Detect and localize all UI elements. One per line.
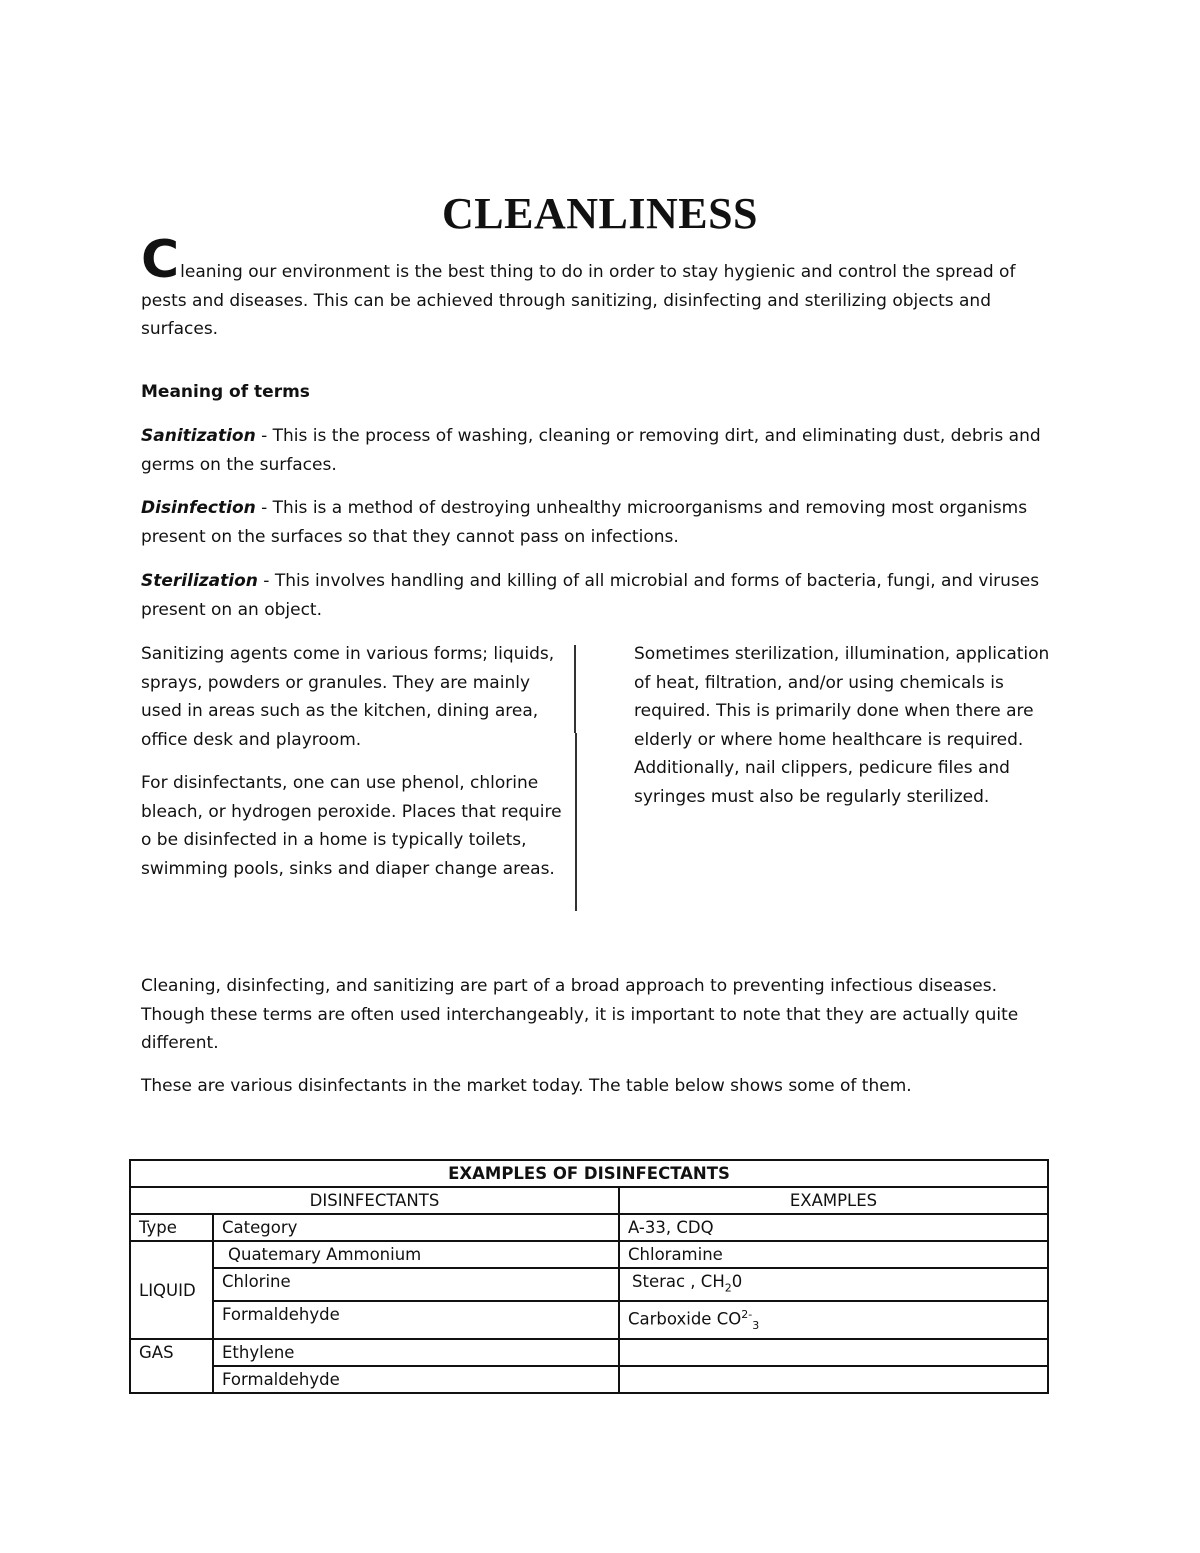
category-label: Category [213,1214,619,1241]
table-row [130,1366,1048,1393]
table-row [130,1301,1048,1339]
formula-subscript: 2 [724,1281,732,1295]
formula-superscript: 2- [741,1308,753,1322]
disinfectants-table [129,1159,1049,1394]
table-row [130,1268,1048,1301]
table-cell-category: Formaldehyde [213,1301,619,1339]
category-example: A-33, CDQ [619,1214,1048,1241]
table-cell-example [619,1301,1048,1339]
table-cell-example [619,1366,1048,1393]
right-column-paragraph: Sometimes sterilization, illumination, application of heat, filtration, and/or using chemicals is required. This is primarily done when there are elderly or where home healthcare is required. Additionally, nail clippers, pedicure files and syringes must also be regularly sterilized. [634,644,1050,807]
table-cell-category: Formaldehyde [213,1366,619,1393]
term-label: Sanitization [141,426,256,446]
table-row [130,1160,1048,1187]
table-row [130,1339,1048,1366]
page-title: CLEANLINESS [441,189,759,238]
right-column [634,640,1054,826]
table-cell-category: Ethylene [213,1339,619,1366]
term-label: Sterilization [141,571,258,591]
left-column-paragraph: Sanitizing agents come in various forms; liquids, sprays, powders or granules. They are mainly used in areas such as the kitchen, dining area, office desk and playroom. [141,644,555,750]
table-cell-category: Quatemary Ammonium [213,1241,619,1268]
table-cell-category: Chlorine [213,1268,619,1301]
dropcap-letter: C [141,230,180,290]
column-divider [574,645,576,733]
table-title: EXAMPLES OF DISINFECTANTS [130,1160,1048,1187]
left-column-paragraph: For disinfectants, one can use phenol, chlorine bleach, or hydrogen peroxide. Places that require o be disinfected in a home is typically toilets, swimming pools, sinks and diaper change areas. [141,773,562,879]
table-cell-example [619,1339,1048,1366]
gas-label: GAS [130,1339,213,1393]
term-disinfection [141,494,1051,551]
formula-text: 0 [731,1272,743,1291]
term-definition: - This involves handling and killing of all microbial and forms of bacteria, fungi, and viruses present on an object. [141,571,1040,620]
formula-text: Carboxide CO [628,1309,742,1329]
closing-paragraph: Cleaning, disinfecting, and sanitizing are part of a broad approach to preventing infectious diseases. Though these terms are often used interchangeably, it is important to note that they are actually quite different. [141,976,1019,1053]
meaning-heading: Meaning of terms [141,382,310,402]
table-row [130,1187,1048,1214]
formula-text: Sterac , CH [632,1272,725,1291]
header-examples: EXAMPLES [619,1187,1048,1214]
table-row [130,1241,1048,1268]
term-definition: - This is a method of destroying unhealthy microorganisms and removing most organisms present on the surfaces so that they cannot pass on infections. [141,498,1028,547]
term-label: Disinfection [141,498,256,518]
intro-paragraph [141,230,1056,344]
header-disinfectants: DISINFECTANTS [130,1187,619,1214]
term-sanitization [141,422,1051,479]
liquid-label: LIQUID [130,1241,213,1339]
table-cell-example: Chloramine [619,1241,1048,1268]
table-intro: These are various disinfectants in the market today. The table below shows some of them. [141,1076,912,1096]
type-label: Type [130,1214,213,1241]
table-row [130,1214,1048,1241]
column-divider [575,733,577,911]
intro-text: leaning our environment is the best thing to do in order to stay hygienic and control the spread of pests and diseases. This can be achieved through sanitizing, disinfecting and sterilizing objects and surfaces. [141,262,1016,339]
term-definition: - This is the process of washing, cleaning or removing dirt, and eliminating dust, debris and germs on the surfaces. [141,426,1041,475]
left-column [141,640,571,898]
formula-subscript: 3 [752,1319,760,1333]
table-cell-example [619,1268,1048,1301]
term-sterilization [141,567,1051,624]
